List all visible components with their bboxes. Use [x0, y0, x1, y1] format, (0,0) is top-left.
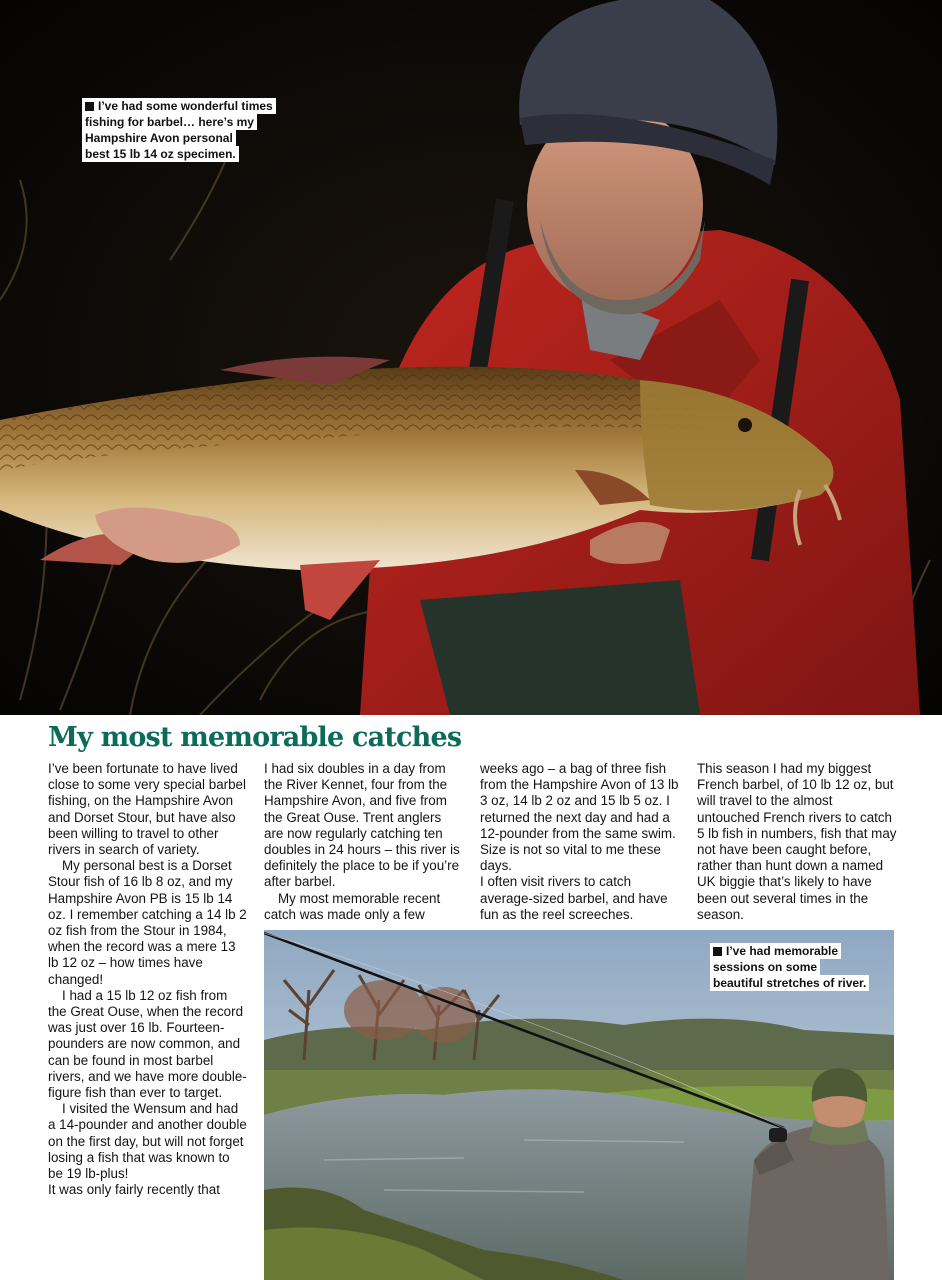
paragraph: I had six doubles in a day from the River Kennet, four from the Hampshire Avon, and five from the Great Ouse. Trent anglers are now regularly catching ten doubles in 24 hours – this river is definitely the place to be if you’re after barbel.: [264, 761, 460, 890]
article-column-4: [697, 761, 897, 923]
caption-bullet-icon: [713, 947, 722, 956]
caption-bullet-icon: [85, 102, 94, 111]
paragraph: My personal best is a Dorset Stour fish of 16 lb 8 oz, and my Hampshire Avon PB is 15 lb 14 oz. I remember catching a 14 lb 2 oz fish from the Stour in 1984, when the record was a mere 13 lb 12 oz – how times have changed!: [48, 858, 247, 987]
paragraph: This season I had my biggest French barbel, of 10 lb 12 oz, but will travel to the almost untouched French rivers to catch 5 lb fish in numbers, fish that may not have been caught before, rather than hunt down a named UK biggie that’s likely to have been out several times in the season.: [697, 761, 897, 922]
paragraph: I visited the Wensum and had a 14-pounder and another double on the first day, but will not forget losing a fish that was known to be 19 lb-plus!: [48, 1101, 247, 1182]
article-column-3: [480, 761, 680, 923]
paragraph: I’ve been fortunate to have lived close to some very special barbel fishing, on the Hampshire Avon and Dorset Stour, but have also been willing to travel to other rivers in search of variety.: [48, 761, 246, 858]
paragraph: I often visit rivers to catch average-sized barbel, and have fun as the reel screeches.: [480, 874, 668, 922]
paragraph: It was only fairly recently that: [48, 1182, 220, 1198]
main-photo-caption: I’ve had some wonderful times fishing for barbel… here’s my Hampshire Avon personal best 15 lb 14 oz specimen.: [82, 98, 292, 162]
article-column-1: [48, 761, 248, 1198]
river-photo: [264, 930, 894, 1280]
paragraph: weeks ago – a bag of three fish from the Hampshire Avon of 13 lb 3 oz, 14 lb 2 oz and 15 lb 5 oz. I returned the next day and had a 12-pounder from the same swim. Size is not so vital to me these days.: [480, 761, 679, 874]
article-headline: My most memorable catches: [48, 722, 462, 753]
paragraph: I had a 15 lb 12 oz fish from the Great Ouse, when the record was just over 16 lb. Fourteen-pounders are now common, and can be found in most barbel rivers, and we have more double-figure fish than ever to target.: [48, 987, 247, 1101]
paragraph: My most memorable recent catch was made only a few: [264, 890, 441, 922]
river-photo-caption: I’ve had memorable sessions on some beautiful stretches of river.: [710, 943, 890, 991]
article-column-2: [264, 761, 464, 923]
